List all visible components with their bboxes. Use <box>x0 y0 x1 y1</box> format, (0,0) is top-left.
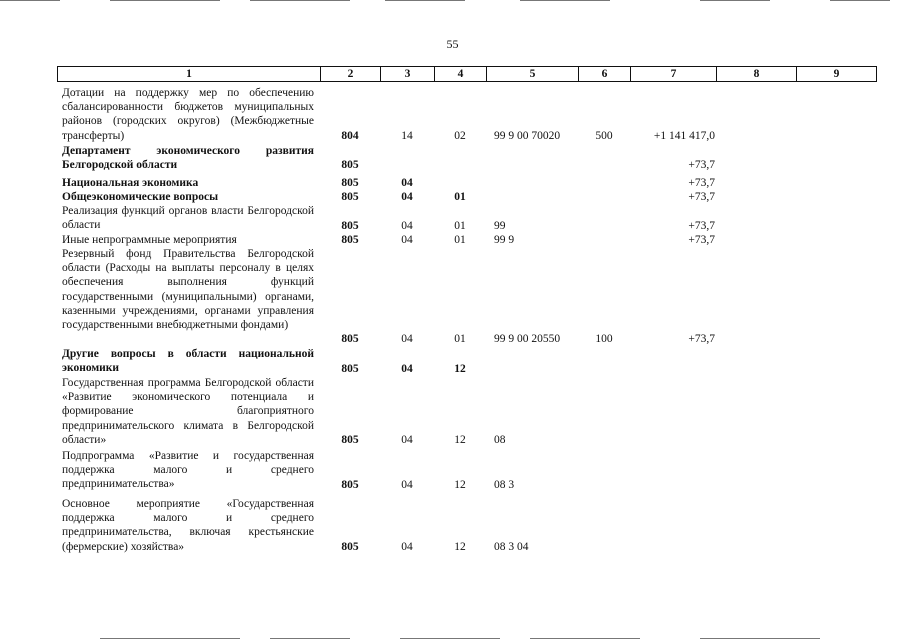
header-col-8: 8 <box>717 67 797 81</box>
row-6-col-2: 805 <box>341 333 359 345</box>
row-2-description: Национальная экономика <box>62 177 199 189</box>
header-col-9: 9 <box>833 68 840 80</box>
row-9-description: Подпрограмма «Развитие и государственная поддержка малого и среднего предпринимательства» <box>62 450 314 491</box>
row-3-col-3: 04 <box>401 191 413 203</box>
scan-line-top-3 <box>250 0 350 1</box>
row-3-description: Общеэкономические вопросы <box>62 191 219 203</box>
row-6-col-3: 04 <box>401 333 413 345</box>
row-10-description: Основное мероприятие «Государственная поддержка малого и среднего предпринимательства, включая крестьянские (фермерские) хозяйства» <box>62 498 314 553</box>
row-0-description: Дотации на поддержку мер по обеспечению сбалансированности бюджетов муниципальных районов (городских округов) (Межбюджетные трансферты) <box>62 87 314 142</box>
scan-line-bottom-4 <box>530 638 640 639</box>
scan-line-top-4 <box>385 0 465 1</box>
scan-line-bottom-2 <box>270 638 350 639</box>
row-9-col-5: 08 3 <box>494 479 515 491</box>
row-4-description: Реализация функций органов власти Белгородской области <box>62 205 314 232</box>
row-3-col-2: 805 <box>341 191 359 203</box>
scan-line-top-7 <box>830 0 890 1</box>
row-5-col-3: 04 <box>401 234 413 246</box>
row-3-col-4: 01 <box>454 191 466 203</box>
row-8-col-3: 04 <box>401 434 413 446</box>
row-6-col-4: 01 <box>454 333 466 345</box>
header-col-1: 1 <box>58 67 321 81</box>
row-2-col-3: 04 <box>401 177 413 189</box>
row-9-col-2: 805 <box>341 479 359 491</box>
row-10-col-5: 08 3 04 <box>494 541 529 553</box>
row-8-col-5: 08 <box>494 434 506 446</box>
row-0-col-2: 804 <box>341 130 359 142</box>
row-4-col-3: 04 <box>401 220 413 232</box>
row-2-col-7: +73,7 <box>688 177 715 189</box>
header-col-4: 4 <box>435 67 487 81</box>
row-6-description: Резервный фонд Правительства Белгородской области (Расходы на выплаты персоналу в целях обеспечения выполнения функций государственными (муниципальными) органами, казенными учреждениями, органами управления государственными внебюджетными фондами) <box>62 248 314 332</box>
header-col-3: 3 <box>381 67 435 81</box>
header-col-5: 5 <box>487 67 579 81</box>
row-10-col-4: 12 <box>454 541 466 553</box>
row-4-col-4: 01 <box>454 220 466 232</box>
row-1-description: Департамент экономического развития Белгородской области <box>62 145 314 172</box>
row-5-description: Иные непрограммные мероприятия <box>62 234 237 246</box>
row-7-col-4: 12 <box>454 363 466 375</box>
row-10-col-2: 805 <box>341 541 359 553</box>
row-4-col-5: 99 <box>494 220 506 232</box>
row-8-description: Государственная программа Белгородской области «Развитие экономического потенциала и формирование благоприятного предпринимательского климата в Белгородской области» <box>62 377 314 446</box>
row-0-col-6: 500 <box>595 130 613 142</box>
row-7-col-2: 805 <box>341 363 359 375</box>
scan-line-top-6 <box>700 0 770 1</box>
row-5-col-2: 805 <box>341 234 359 246</box>
row-7-col-3: 04 <box>401 363 413 375</box>
row-5-col-7: +73,7 <box>688 234 715 246</box>
row-0-col-5: 99 9 00 70020 <box>494 130 561 142</box>
scan-line-bottom-5 <box>700 638 820 639</box>
row-4-col-7: +73,7 <box>688 220 715 232</box>
row-3-col-7: +73,7 <box>688 191 715 203</box>
row-8-col-2: 805 <box>341 434 359 446</box>
row-5-col-4: 01 <box>454 234 466 246</box>
row-8-col-4: 12 <box>454 434 466 446</box>
row-4-col-2: 805 <box>341 220 359 232</box>
page-number: 55 <box>446 37 459 51</box>
header-col-7: 7 <box>631 67 717 81</box>
row-7-description: Другие вопросы в области национальной экономики <box>62 348 314 375</box>
scan-line-top-1 <box>0 0 60 1</box>
row-6-col-6: 100 <box>595 333 613 345</box>
row-10-col-3: 04 <box>401 541 413 553</box>
row-0-col-3: 14 <box>401 130 413 142</box>
row-1-col-7: +73,7 <box>688 159 715 171</box>
scan-line-top-2 <box>110 0 220 1</box>
row-0-col-4: 02 <box>454 130 466 142</box>
header-col-2: 2 <box>321 67 381 81</box>
header-col-6: 6 <box>579 67 631 81</box>
row-1-col-2: 805 <box>341 159 359 171</box>
scan-line-top-5 <box>520 0 610 1</box>
row-6-col-5: 99 9 00 20550 <box>494 333 561 345</box>
row-0-col-7: +1 141 417,0 <box>653 130 715 142</box>
scan-line-bottom-1 <box>100 638 240 639</box>
row-9-col-3: 04 <box>401 479 413 491</box>
row-6-col-7: +73,7 <box>688 333 715 345</box>
scan-line-bottom-3 <box>400 638 500 639</box>
row-5-col-5: 99 9 <box>494 234 515 246</box>
row-9-col-4: 12 <box>454 479 466 491</box>
row-2-col-2: 805 <box>341 177 359 189</box>
table-header <box>57 66 877 82</box>
